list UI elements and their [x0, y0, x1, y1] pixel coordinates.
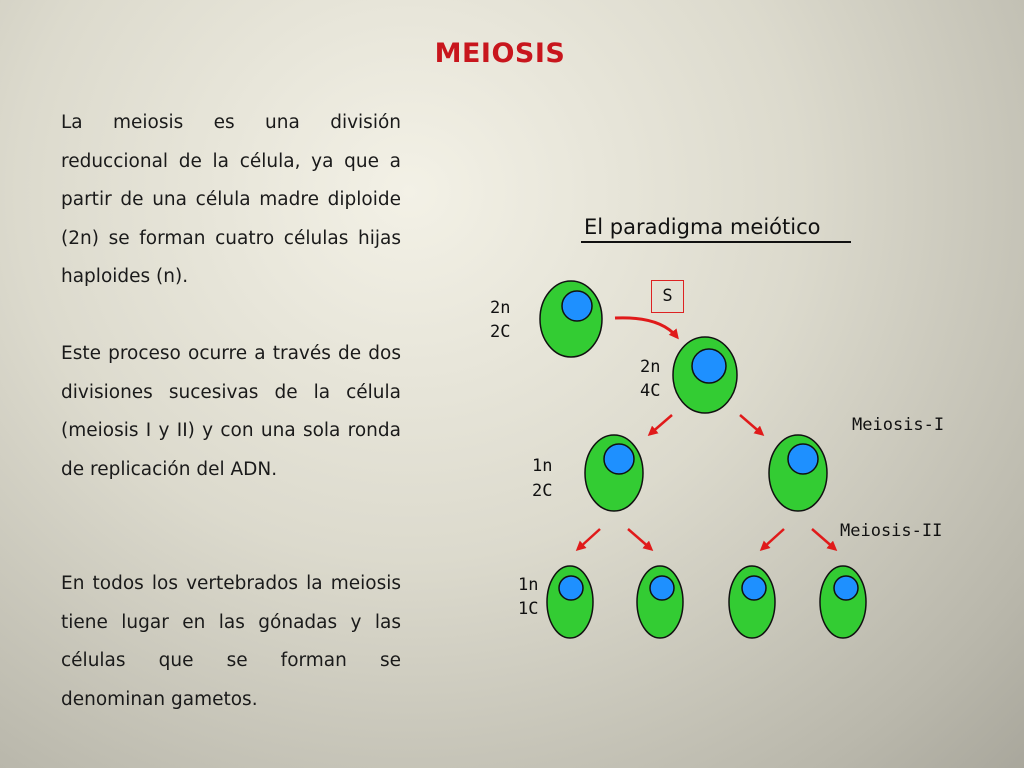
s-phase-box: S [651, 280, 684, 313]
meiosis1-arrow-left [650, 415, 672, 434]
meiosis2-arrow-4 [812, 529, 835, 549]
paragraph-definition: La meiosis es una división reduccional de la célula, ya que a partir de una célula madre diploide (2n) se forman cuatro células hijas haploides (n). [61, 112, 401, 287]
paragraph-process: Este proceso ocurre a través de dos divisiones sucesivas de la célula (meiosis I y II) y con una sola ronda de replicación del ADN. [61, 343, 401, 480]
meiosis2-arrow-1 [578, 529, 600, 549]
cell-meiosis2-1 [547, 566, 593, 638]
cell-meiosis1-right [769, 435, 827, 511]
cell-meiosis1-left [585, 435, 643, 511]
label-parent-content: 2C [490, 322, 511, 342]
label-meiosis1-content: 2C [532, 481, 553, 501]
cell-meiosis2-3 [729, 566, 775, 638]
paragraph-vertebrates: En todos los vertebrados la meiosis tiene lugar en las gónadas y las células que se forman se denominan gametos. [61, 573, 401, 710]
slide-title: MEIOSIS [434, 38, 566, 69]
cell-meiosis2-2 [637, 566, 683, 638]
label-meiosis2-content: 1C [518, 599, 539, 619]
cell-meiosis2-4 [820, 566, 866, 638]
cell-replicated [673, 337, 737, 413]
meiosis1-arrow-right [740, 415, 762, 434]
replication-arrow [615, 318, 677, 337]
label-meiosis-1: Meiosis-I [852, 415, 945, 435]
cell-replicated-nucleus [692, 349, 726, 383]
label-replicated-content: 4C [640, 381, 661, 401]
meiosis2-arrow-3 [762, 529, 784, 549]
diagram-title: El paradigma meiótico [584, 215, 821, 239]
label-replicated-ploidy: 2n [640, 357, 661, 377]
cell-parent [540, 281, 602, 357]
label-meiosis2-ploidy: 1n [518, 575, 539, 595]
label-meiosis1-ploidy: 1n [532, 456, 553, 476]
cell-parent-nucleus [562, 291, 592, 321]
meiosis2-arrow-2 [628, 529, 651, 549]
label-parent-ploidy: 2n [490, 298, 511, 318]
label-meiosis-2: Meiosis-II [840, 521, 943, 541]
